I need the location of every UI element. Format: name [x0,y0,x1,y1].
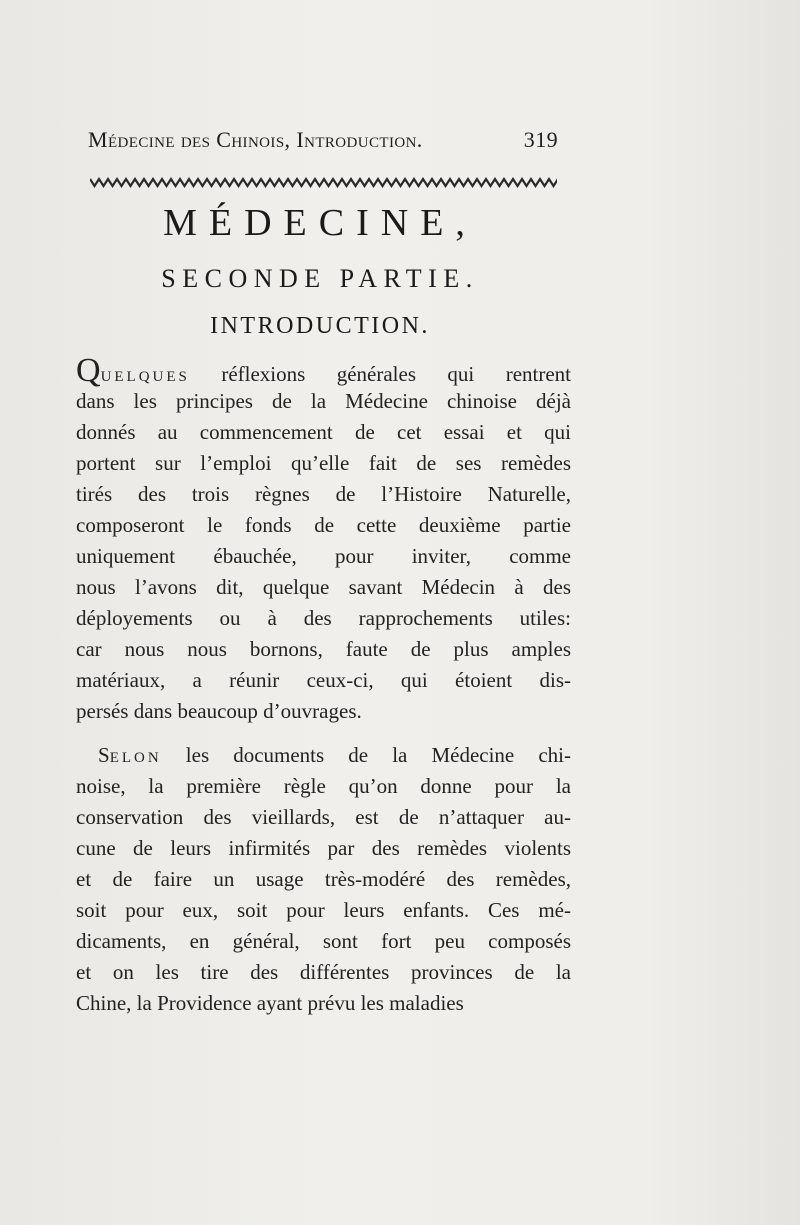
first-word-smallcaps: UELQUES [100,369,190,385]
text-line: tirés des trois règnes de l’Histoire Naturelle, [76,482,571,506]
text-line: portent sur l’emploi qu’elle fait de ses remèdes [76,451,571,475]
ornamental-rule [90,176,557,188]
text-line: soit pour eux, soit pour leurs enfants. Ces mé- [76,898,571,922]
paragraph-2 [76,740,571,1019]
text-line: dans les principes de la Médecine chinoise déjà [76,389,571,413]
page-number: 319 [523,127,558,152]
text-line: déployements ou à des rapprochements utiles: [76,606,571,630]
text-line: conservation des vieillards, est de n’attaquer au- [76,805,571,829]
text-line: persés dans beaucoup d’ouvrages. [76,699,362,723]
text-line: matériaux, a réunir ceux-ci, qui étoient dis- [76,668,571,692]
chapter-title: INTRODUCTION. [210,313,430,339]
section-title: MÉDECINE, [163,202,477,244]
first-line-text: réflexions générales qui rentrent [189,362,571,386]
first-line-text: les documents de la Médecine chi- [161,743,571,767]
text-line: uniquement ébauchée, pour inviter, comme [76,544,571,568]
text-line: donnés au commencement de cet essai et qui [76,420,571,444]
text-line: cune de leurs infirmités par des remèdes violents [76,836,571,860]
paragraph-2-line-1 [76,740,571,771]
text-line: dicaments, en général, sont fort peu composés [76,929,571,953]
text-line: et de faire un usage très-modéré des remèdes, [76,867,571,891]
running-title: Médecine des Chinois, Introduction. [88,127,423,152]
text-line: car nous nous bornons, faute de plus amples [76,637,571,661]
running-header [88,127,558,153]
first-word-smallcaps: ELON [109,750,162,766]
paragraph-1-line-1 [76,352,571,389]
drop-cap: Q [76,352,101,389]
text-line: noise, la première règle qu’on donne pour la [76,774,571,798]
text-line: composeront le fonds de cette deuxième partie [76,513,571,537]
paragraph-1 [76,352,571,727]
initial-letter: S [98,743,110,767]
text-line: et on les tire des différentes provinces de la [76,960,571,984]
part-title: SECONDE PARTIE. [161,264,479,293]
text-line: Chine, la Providence ayant prévu les maladies [76,991,464,1015]
text-line: nous l’avons dit, quelque savant Médecin à des [76,575,571,599]
